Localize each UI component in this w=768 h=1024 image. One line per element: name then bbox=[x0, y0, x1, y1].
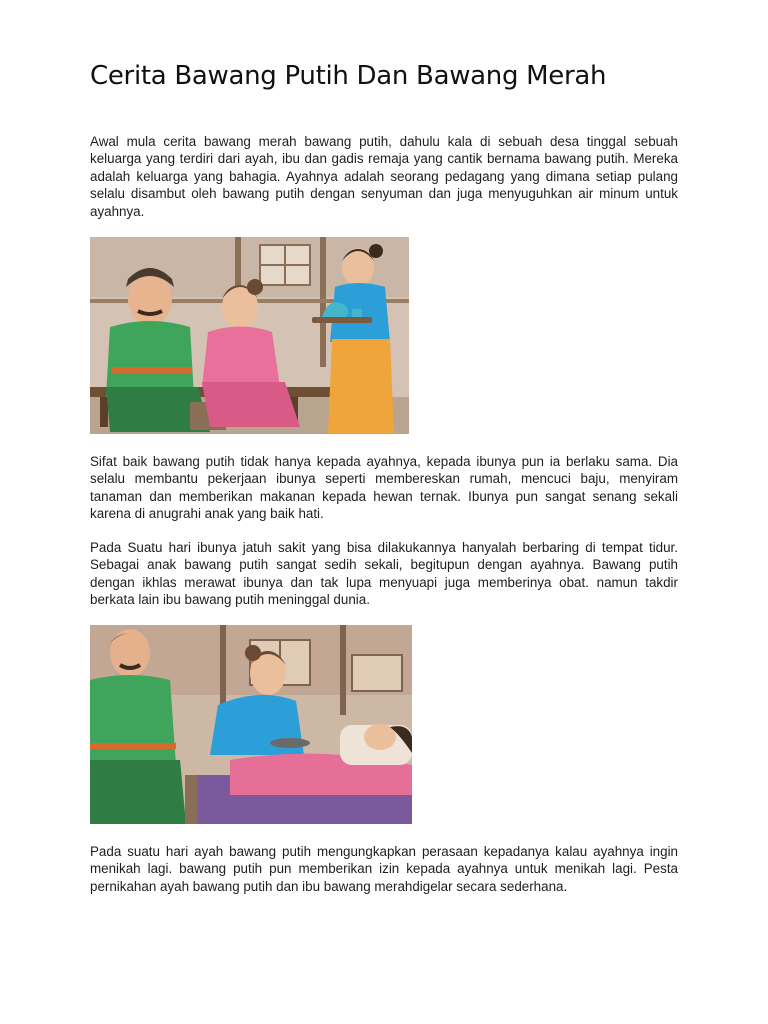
illustration-family bbox=[90, 237, 409, 434]
paragraph-intro: Awal mula cerita bawang merah bawang putih, dahulu kala di sebuah desa tinggal sebuah keluarga yang terdiri dari ayah, ibu dan gadis remaja yang cantik bernama bawang putih. Mereka adalah keluarga yang bahagia. Ayahnya adalah seorang pedagang yang dimana setiap pulang selalu disambut oleh bawang putih dengan senyuman dan juga menyuguhkan air minum untuk ayahnya. bbox=[90, 134, 678, 219]
document-title: Cerita Bawang Putih Dan Bawang Merah bbox=[90, 61, 607, 91]
paragraph-remarriage: Pada suatu hari ayah bawang putih mengungkapkan perasaan kepadanya kalau ayahnya ingin menikah lagi. bawang putih pun memberikan izin kepada ayahnya untuk menikah lagi. Pesta pernikahan ayah bawang putih dan ibu bawang merahdigelar secara sederhana. bbox=[90, 844, 678, 894]
paragraph-good-nature: Sifat baik bawang putih tidak hanya kepada ayahnya, kepada ibunya pun ia berlaku sama. Dia selalu membantu pekerjaan ibunya seperti membereskan rumah, mencuci baju, menyiram tanaman dan memberikan makanan kepada hewan ternak. Ibunya pun sangat senang sekali karena di anugrahi anak yang baik hati. bbox=[90, 454, 678, 522]
family-serving-tea-illustration bbox=[90, 237, 409, 434]
paragraph-mother-sick: Pada Suatu hari ibunya jatuh sakit yang bisa dilakukannya hanyalah berbaring di tempat tidur. Sebagai anak bawang putih sangat sedih sekali, begitupun dengan ayahnya. Bawang putih dengan ikhlas merawat ibunya dan tak lupa menyuapi juga memberinya obat. namun takdir berkata lain ibu bawang putih meninggal dunia. bbox=[90, 540, 678, 608]
illustration-sick-mother bbox=[90, 625, 412, 824]
sick-mother-in-bed-illustration bbox=[90, 625, 412, 824]
